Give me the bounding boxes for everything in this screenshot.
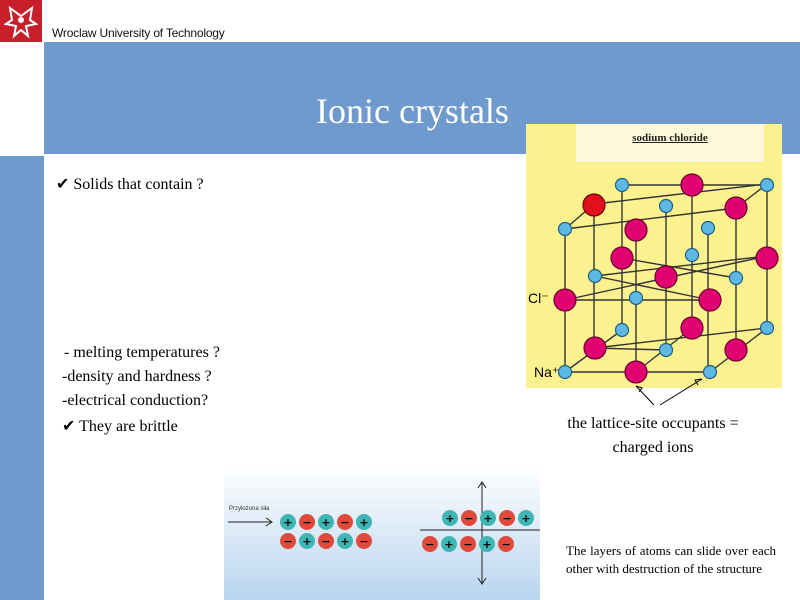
svg-text:−: − bbox=[302, 516, 312, 529]
svg-text:−: − bbox=[463, 538, 473, 551]
svg-text:+: + bbox=[321, 516, 331, 529]
svg-text:−: − bbox=[501, 538, 511, 551]
svg-text:+: + bbox=[359, 516, 369, 529]
bullet-brittle: ✔ They are brittle bbox=[62, 418, 178, 435]
svg-text:+: + bbox=[444, 538, 454, 551]
svg-text:+: + bbox=[302, 535, 312, 548]
svg-text:−: − bbox=[321, 535, 331, 548]
point-melting: - melting temperatures ? bbox=[64, 344, 220, 361]
caption-line-2: charged ions bbox=[612, 439, 694, 456]
svg-text:−: − bbox=[425, 538, 435, 551]
point-conduction: -electrical conduction? bbox=[62, 392, 209, 409]
force-label: Przyłożona siła bbox=[229, 506, 270, 512]
svg-text:−: − bbox=[283, 535, 293, 548]
svg-text:+: + bbox=[482, 538, 492, 551]
caption-line-1: the lattice-site occupants = bbox=[567, 415, 739, 432]
layers-description: The layers of atoms can slide over each other with destruction of the structure bbox=[566, 543, 776, 576]
svg-text:+: + bbox=[445, 512, 455, 525]
cl-label: Cl⁻ bbox=[528, 290, 549, 306]
svg-text:+: + bbox=[340, 535, 350, 548]
na-label: Na⁺ bbox=[534, 364, 560, 380]
svg-text:+: + bbox=[521, 512, 531, 525]
svg-text:+: + bbox=[483, 512, 493, 525]
bullet-solids: ✔ Solids that contain ? bbox=[56, 176, 204, 193]
svg-text:−: − bbox=[464, 512, 474, 525]
svg-text:+: + bbox=[283, 516, 293, 529]
point-density: -density and hardness ? bbox=[62, 368, 212, 385]
svg-text:−: − bbox=[340, 516, 350, 529]
university-name: Wroclaw University of Technology bbox=[52, 26, 225, 40]
nacl-title: sodium chloride bbox=[632, 132, 708, 144]
svg-text:−: − bbox=[502, 512, 512, 525]
slide-title: Ionic crystals bbox=[316, 91, 509, 131]
svg-text:−: − bbox=[359, 535, 369, 548]
